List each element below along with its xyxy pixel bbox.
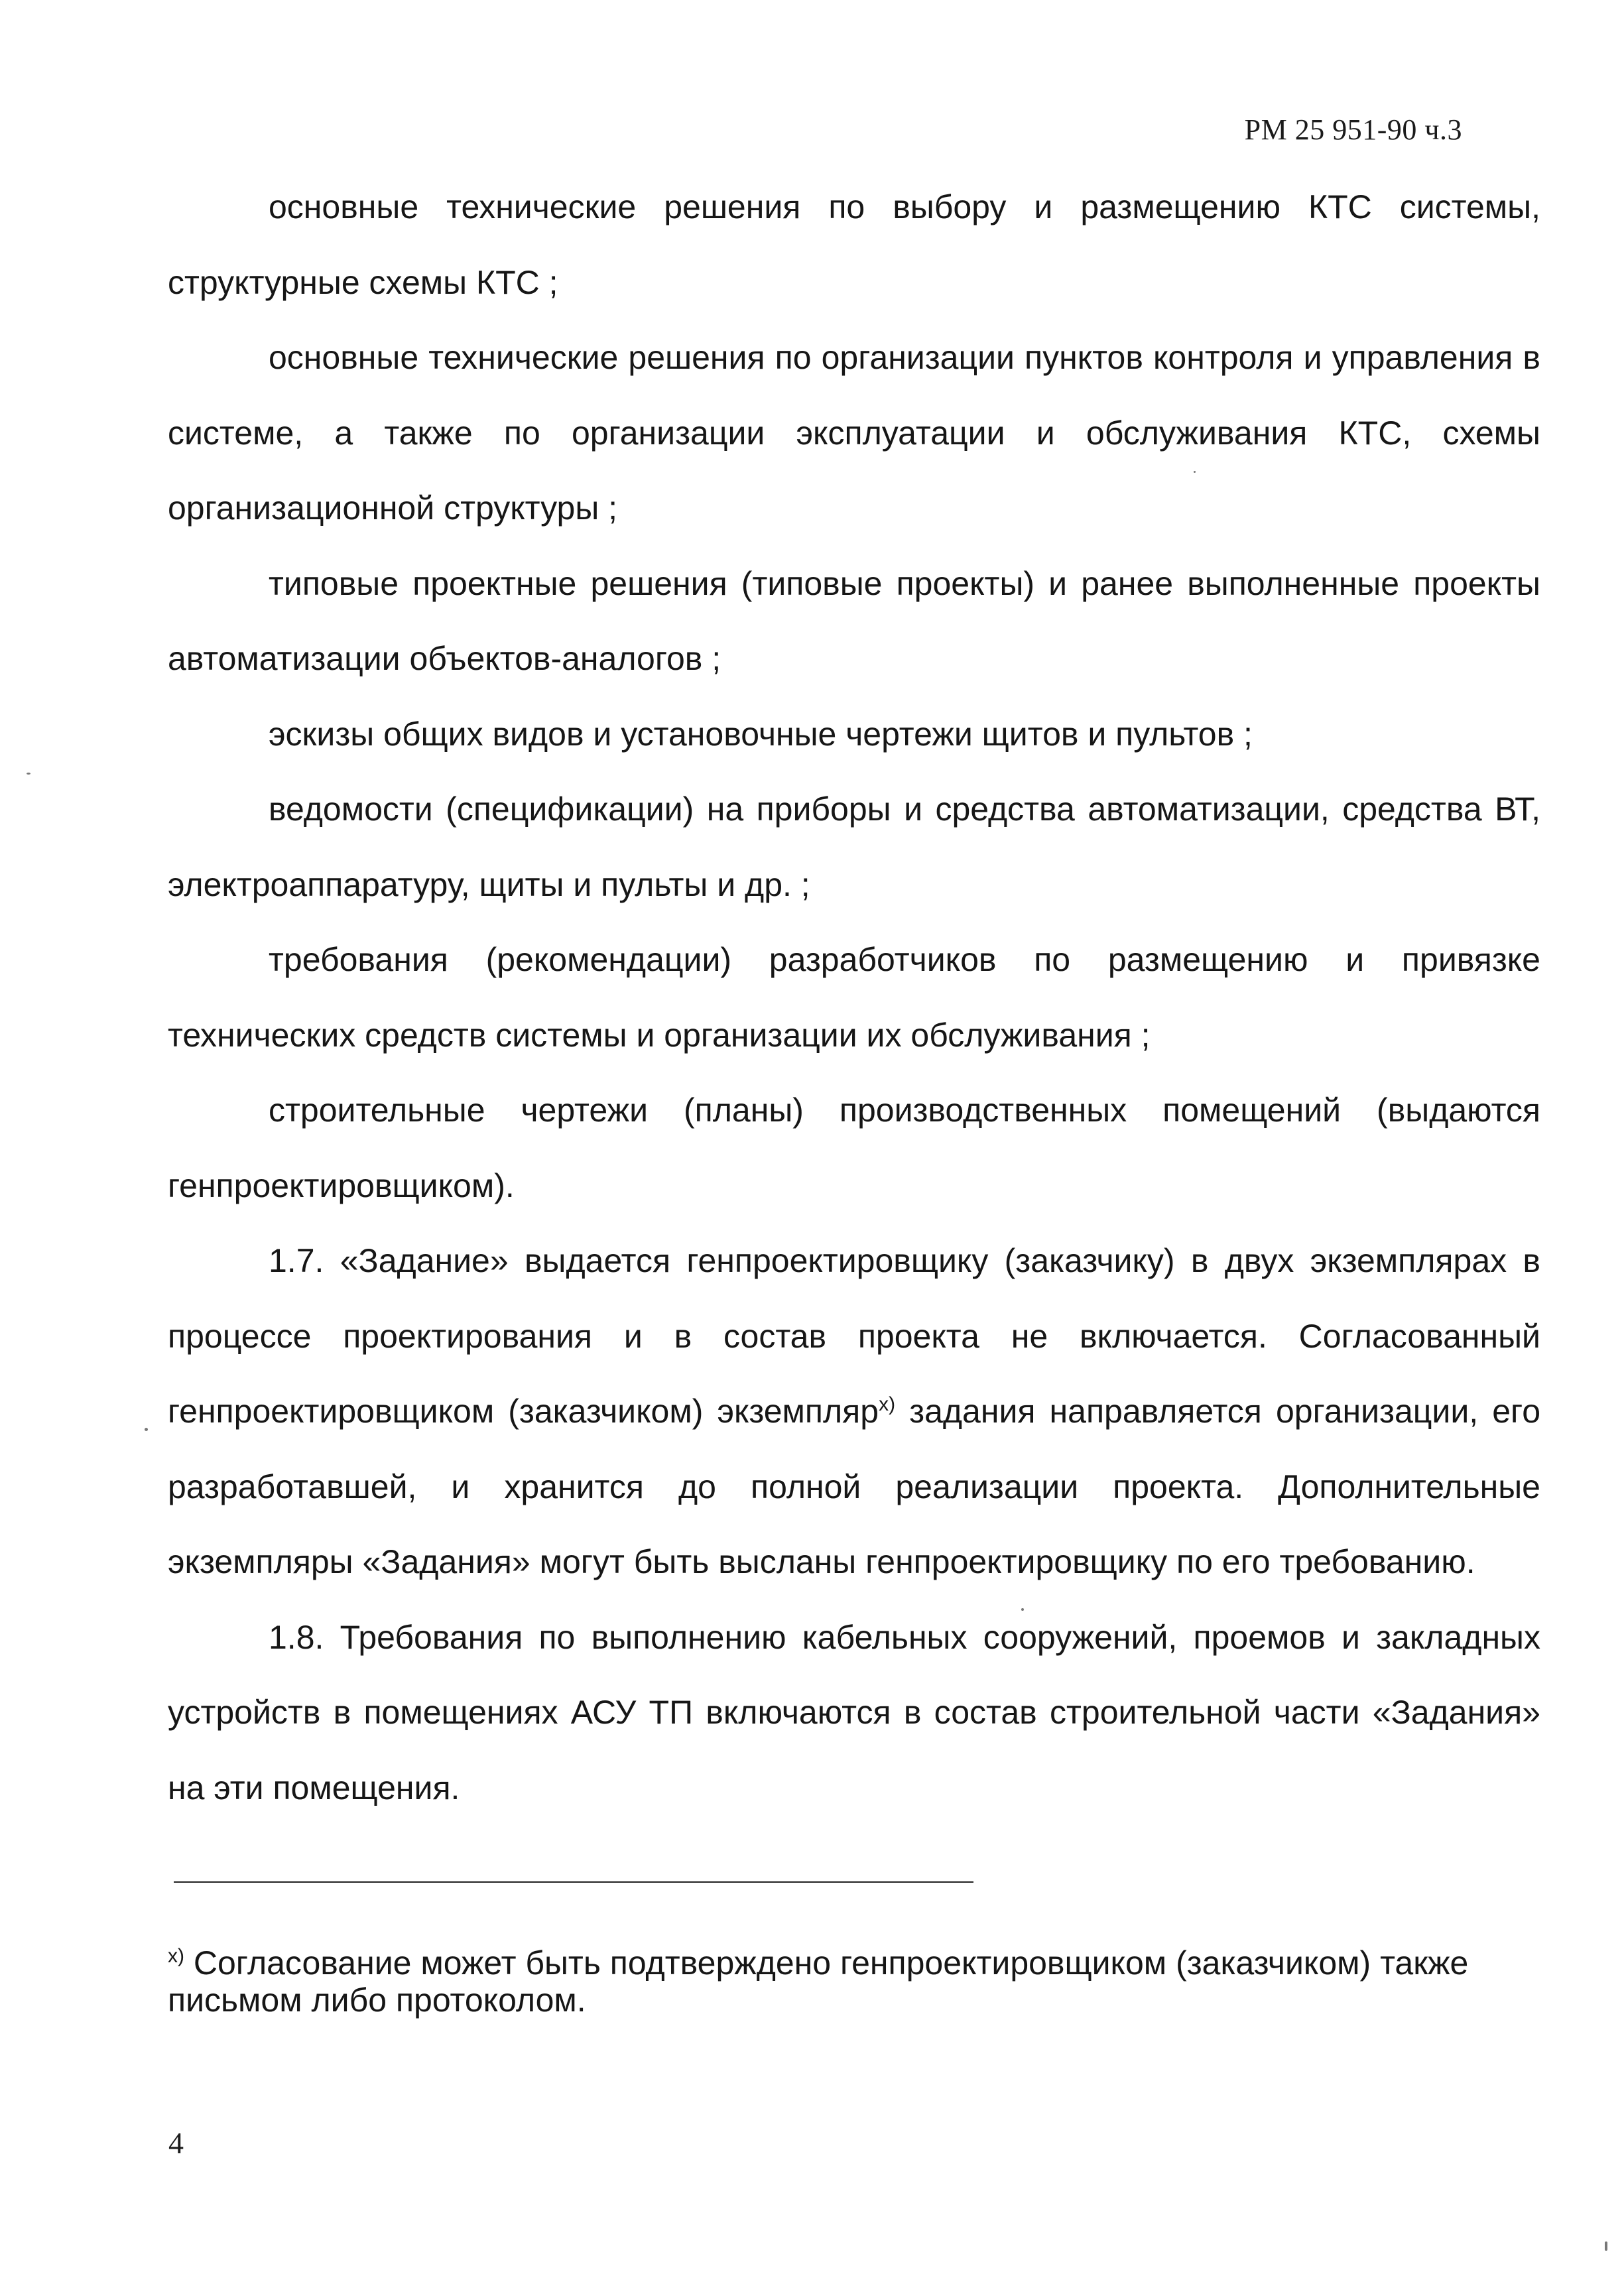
scan-speck <box>1021 1608 1024 1611</box>
section-1-7-text-before: 1.7. «Задание» выдается генпроектировщику (заказчику) в двух экземплярах в процессе проектирования и в состав проекта не включается. Согласованный генпроектировщиком (заказчиком) экземпляр <box>168 1242 1540 1430</box>
paragraph-control-points: основные технические решения по организации пунктов контроля и управления в системе, а также по организации эксплуатации и обслуживания КТС, схемы организационной структуры ; <box>168 339 1540 527</box>
paragraph-construction-drawings: строительные чертежи (планы) производственных помещений (выдаются генпроектировщиком). <box>168 1092 1540 1204</box>
paragraph-section-1-7 <box>168 1224 1540 1600</box>
document-code-header: РМ 25 951-90 ч.3 <box>1244 113 1462 146</box>
paragraph-section-1-8: 1.8. Требования по выполнению кабельных сооружений, проемов и закладных устройств в помещениях АСУ ТП включаются в состав строительной части «Задания» на эти помещения. <box>168 1618 1540 1806</box>
section-1-7-text-after: задания направляется организации, его разработавшей, и хранится до полной реализации проекта. Дополнительные экземпляры «Задания» могут быть высланы генпроектировщику по его требованию. <box>168 1393 1541 1580</box>
document-body <box>168 170 1540 1826</box>
scan-speck <box>27 773 31 775</box>
paragraph-specifications: ведомости (спецификации) на приборы и средства автоматизации, средства ВТ, электроаппаратуру, щиты и пульты и др. ; <box>168 790 1540 903</box>
paragraph-kts-solutions: основные технические решения по выбору и размещению КТС системы, структурные схемы КТС ; <box>168 188 1540 301</box>
footnote-text: Согласование может быть подтверждено генпроектировщиком (заказчиком) также письмом либо протоколом. <box>168 1944 1469 2019</box>
footnote <box>168 1944 1494 2019</box>
scan-speck <box>145 1428 148 1431</box>
footnote-mark: х) <box>168 1945 184 1967</box>
paragraph-sketches: эскизы общих видов и установочные чертежи щитов и пультов ; <box>269 715 1253 753</box>
scan-speck <box>1605 2241 1607 2251</box>
paragraph-developer-requirements: требования (рекомендации) разработчиков по размещению и привязке технических средств системы и организации их обслуживания ; <box>168 941 1540 1054</box>
page-number: 4 <box>168 2126 184 2160</box>
scan-speck <box>1194 471 1196 473</box>
footnote-reference-mark: х) <box>879 1393 896 1415</box>
paragraph-typical-solutions: типовые проектные решения (типовые проекты) и ранее выполненные проекты автоматизации объектов-аналогов ; <box>168 564 1540 677</box>
footnote-separator-line <box>174 1881 973 1883</box>
